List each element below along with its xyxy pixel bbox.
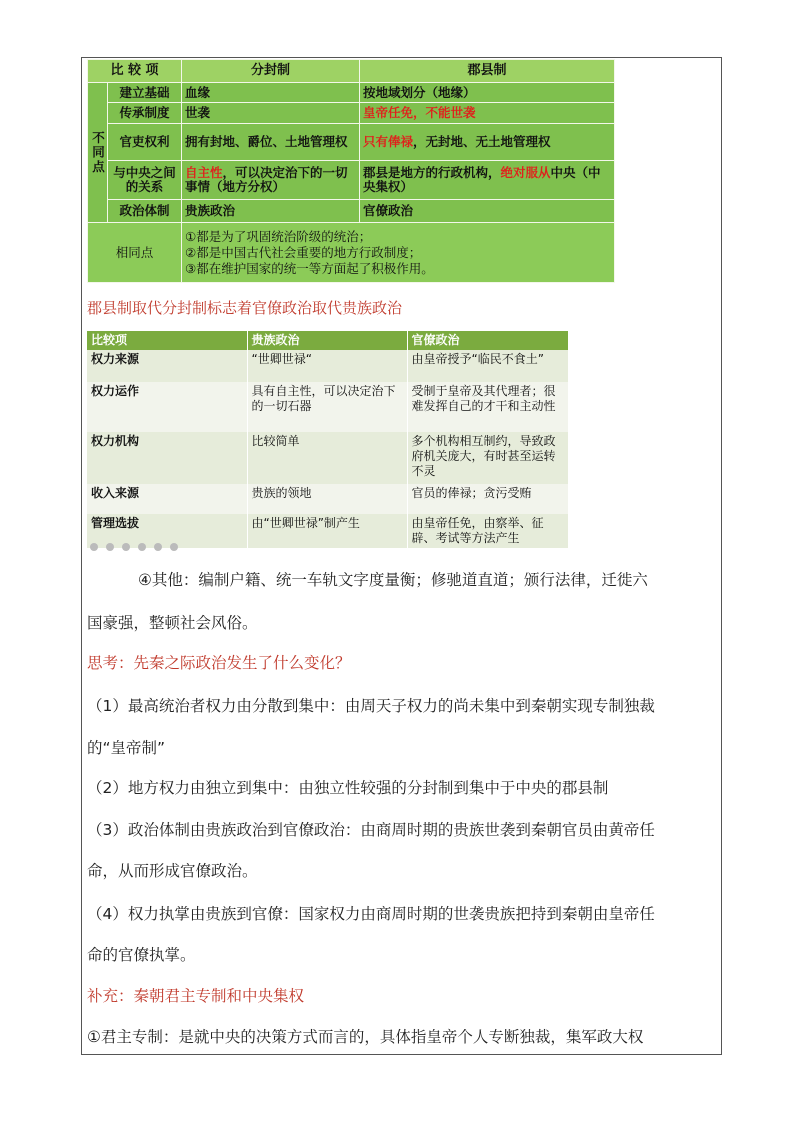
table1-cell: 按地域划分（地缘） bbox=[360, 82, 615, 103]
table2-key: 收入来源 bbox=[87, 484, 247, 514]
table2-cell: 贵族的领地 bbox=[247, 484, 407, 514]
table1-header-fengjian: 分封制 bbox=[182, 60, 360, 83]
toolbar-dot-icon bbox=[154, 543, 162, 551]
table1-header-item: 比 较 项 bbox=[88, 60, 182, 83]
paragraph-line: 国豪强，整顿社会风俗。 bbox=[87, 614, 258, 632]
paragraph-line: ①君主专制：是就中央的决策方式而言的，具体指皇帝个人专断独裁，集军政大权 bbox=[87, 1028, 644, 1046]
table2-cell: 由皇帝任免，由察举、征辟、考试等方法产生 bbox=[407, 514, 568, 548]
comparison-table-guizu-guanliao bbox=[87, 331, 568, 552]
paragraph-line: ④其他：编制户籍、统一车轨文字度量衡；修驰道直道；颁行法律，迁徙六 bbox=[138, 571, 648, 589]
table1-side-label: 不同点 bbox=[88, 82, 108, 222]
image-toolbar-icons bbox=[90, 543, 178, 553]
toolbar-dot-icon bbox=[138, 543, 146, 551]
table2-header: 官僚政治 bbox=[407, 331, 568, 350]
same-line: ③都在维护国家的统一等方面起了积极作用。 bbox=[185, 260, 434, 276]
table1-same-label: 相同点 bbox=[88, 223, 182, 283]
supplement-heading: 补充：秦朝君主专制和中央集权 bbox=[87, 987, 305, 1005]
table2-cell: 比较简单 bbox=[247, 432, 407, 484]
cell-text: ，无封地、无土地管理权 bbox=[413, 134, 551, 150]
paragraph-line: 命，从而形成官僚政治。 bbox=[87, 862, 258, 880]
table2-cell: 受制于皇帝及其代理者；很难发挥自己的才干和主动性 bbox=[407, 382, 568, 432]
table2-cell: 由皇帝授予“临民不食土” bbox=[407, 350, 568, 382]
toolbar-dot-icon bbox=[90, 543, 98, 551]
table2-header: 比较项 bbox=[87, 331, 247, 350]
table2-cell: 官员的俸禄；贪污受贿 bbox=[407, 484, 568, 514]
table1-cell bbox=[360, 161, 615, 200]
cell-text: ，可以决定治下的一切事情（地方分权） bbox=[185, 165, 348, 195]
table1-cell bbox=[182, 161, 360, 200]
comparison-table-fengjian-junxian bbox=[87, 59, 614, 283]
paragraph-line: 命的官僚执掌。 bbox=[87, 946, 196, 964]
table1-cell: 世袭 bbox=[182, 103, 360, 124]
paragraph-line: （2）地方权力由独立到集中：由独立性较强的分封制到集中于中央的郡县制 bbox=[87, 779, 609, 797]
table1-cell: 血缘 bbox=[182, 82, 360, 103]
table1-cell: 拥有封地、爵位、土地管理权 bbox=[182, 123, 360, 160]
question-heading: 思考：先秦之际政治发生了什么变化？ bbox=[87, 654, 351, 672]
toolbar-dot-icon bbox=[122, 543, 130, 551]
red-text: 只有俸禄 bbox=[363, 134, 414, 150]
table2-header: 贵族政治 bbox=[247, 331, 407, 350]
table2-key: 管理选拔 bbox=[87, 514, 247, 548]
cell-text: 中央（中央集权） bbox=[363, 165, 601, 195]
cell-text: 郡县是地方的行政机构， bbox=[363, 165, 501, 181]
table2-key: 权力运作 bbox=[87, 382, 247, 432]
table1-cell bbox=[360, 123, 615, 160]
paragraph-line: （4）权力执掌由贵族到官僚：国家权力由商周时期的世袭贵族把持到秦朝由皇帝任 bbox=[87, 905, 655, 923]
table1-cat: 建立基础 bbox=[108, 82, 182, 103]
same-line: ①都是为了巩固统治阶级的统治； bbox=[185, 228, 372, 244]
table1-cell: 官僚政治 bbox=[360, 200, 615, 223]
red-text: 绝对服从 bbox=[500, 165, 551, 181]
table1-header-junxian: 郡县制 bbox=[360, 60, 615, 83]
same-line: ②都是中国古代社会重要的地方行政制度； bbox=[185, 244, 422, 260]
table2-cell: 多个机构相互制约，导致政府机关庞大，有时甚至运转不灵 bbox=[407, 432, 568, 484]
red-text: 皇帝任免，不能世袭 bbox=[363, 105, 476, 121]
paragraph-line: （3）政治体制由贵族政治到官僚政治：由商周时期的贵族世袭到秦朝官员由黄帝任 bbox=[87, 821, 655, 839]
table1-same-content bbox=[182, 223, 615, 283]
section-heading: 郡县制取代分封制标志着官僚政治取代贵族政治 bbox=[87, 299, 403, 317]
toolbar-dot-icon bbox=[170, 543, 178, 551]
table2-cell: 具有自主性，可以决定治下的一切石器 bbox=[247, 382, 407, 432]
table2-cell: 由“世卿世禄”制产生 bbox=[247, 514, 407, 548]
table1-cat: 政治体制 bbox=[108, 200, 182, 223]
paragraph-line: （1）最高统治者权力由分散到集中：由周天子权力的尚未集中到秦朝实现专制独裁 bbox=[87, 697, 655, 715]
table1-cat: 与中央之间的关系 bbox=[108, 161, 182, 200]
table2-key: 权力来源 bbox=[87, 350, 247, 382]
table2-key: 权力机构 bbox=[87, 432, 247, 484]
table1-cat: 传承制度 bbox=[108, 103, 182, 124]
table1-cell bbox=[360, 103, 615, 124]
table2-cell: “世卿世禄“ bbox=[247, 350, 407, 382]
red-text: 自主性 bbox=[185, 165, 223, 181]
paragraph-line: 的“皇帝制” bbox=[87, 739, 166, 757]
table1-cell: 贵族政治 bbox=[182, 200, 360, 223]
toolbar-dot-icon bbox=[106, 543, 114, 551]
table1-cat: 官吏权利 bbox=[108, 123, 182, 160]
